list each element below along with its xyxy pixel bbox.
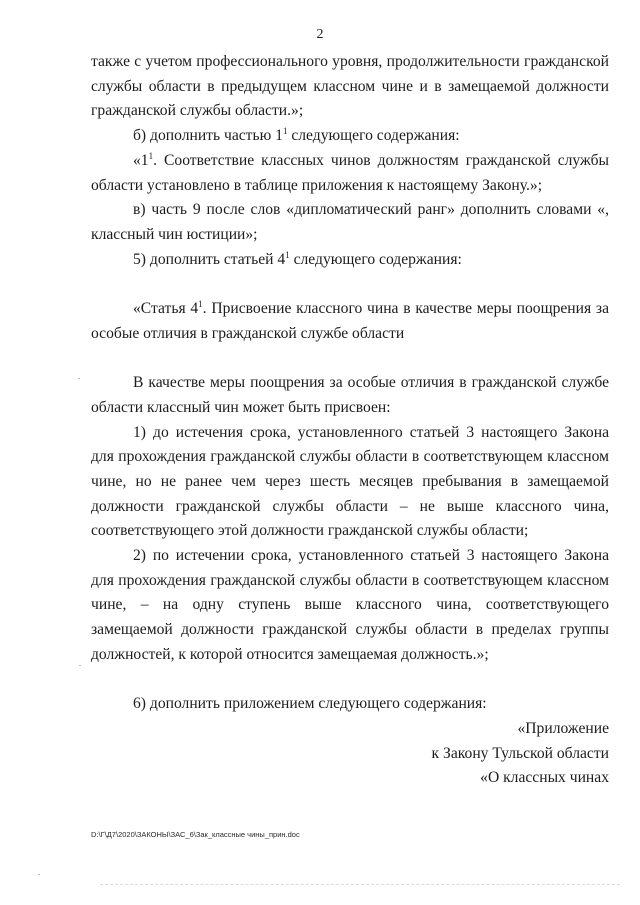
paragraph-part-1-1: [91, 149, 609, 198]
paragraph-item-b: [91, 124, 609, 149]
spacer: [91, 668, 609, 693]
paragraph-continuation: также с учетом профессионального уровня, продолжительности гражданской службы области в предыдущем классном чине и в замещаемой должности гражданской службы области.»;: [91, 53, 609, 120]
scan-speck: [78, 378, 80, 379]
paragraph-subitem-2: 2) по истечении срока, установленного статьей 3 настоящего Закона для прохождения гражданской службы области в соответствующем классном чине, – на одну ступень выше классного чина, соответствующего замещаемой должности гражданской службы области в пределах группы должностей, к которой относится замещаемая должность.»;: [91, 547, 609, 663]
superscript: 1: [282, 126, 288, 137]
scan-artifact-line: [100, 884, 620, 887]
paragraph-text: . Соответствие классных чинов должностям гражданской службы области установлено в таблице приложения к настоящему Закону.»;: [91, 151, 609, 194]
paragraph-text: «Статья 4: [133, 300, 199, 318]
paragraph-text: следующего содержания:: [287, 127, 460, 145]
superscript: 1: [148, 150, 154, 161]
article-heading: [91, 297, 609, 346]
appendix-law-title: «О классных чинах: [480, 769, 609, 787]
paragraph-item-v: в) часть 9 после слов «дипломатический ранг» дополнить словами «, классный чин юстиции»;: [91, 201, 609, 243]
paragraph-item-5: [91, 248, 609, 273]
file-path-footer: D:\Г\Д7\2020\ЗАКОНЫ\ЗАС_6\Зак_классные чины_прин.doc: [91, 830, 300, 839]
spacer: [91, 346, 609, 371]
paragraph-text: . Присвоение классного чина в качестве меры поощрения за особые отличия в гражданской службе области: [91, 300, 609, 342]
scan-speck: [38, 874, 40, 875]
page-number: 2: [316, 27, 324, 42]
spacer: [91, 272, 609, 297]
paragraph-intro: В качестве меры поощрения за особые отличия в гражданской службе области классный чин может быть присвоен:: [91, 374, 609, 416]
scan-speck: [79, 665, 81, 666]
document-body: [91, 50, 609, 791]
paragraph-text: следующего содержания:: [289, 250, 462, 268]
paragraph-item-6: 6) дополнить приложением следующего содержания:: [133, 695, 487, 713]
paragraph-text: б) дополнить частью 1: [133, 127, 283, 145]
appendix-title: «Приложение: [517, 719, 609, 737]
superscript: 1: [198, 299, 203, 310]
paragraph-text: 5) дополнить статьей 4: [133, 250, 286, 268]
paragraph-subitem-1: 1) до истечения срока, установленного статьей 3 настоящего Закона для прохождения гражданской службы области в соответствующем классном чине, но не ранее чем через шесть месяцев пребывания в замещаемой должности гражданской службы области – не выше классного чина, соответствующего этой должности гражданской службы области;: [91, 423, 609, 540]
superscript: 1: [285, 249, 290, 260]
paragraph-text: «1: [133, 151, 149, 169]
appendix-law-reference: к Закону Тульской области: [431, 744, 609, 762]
